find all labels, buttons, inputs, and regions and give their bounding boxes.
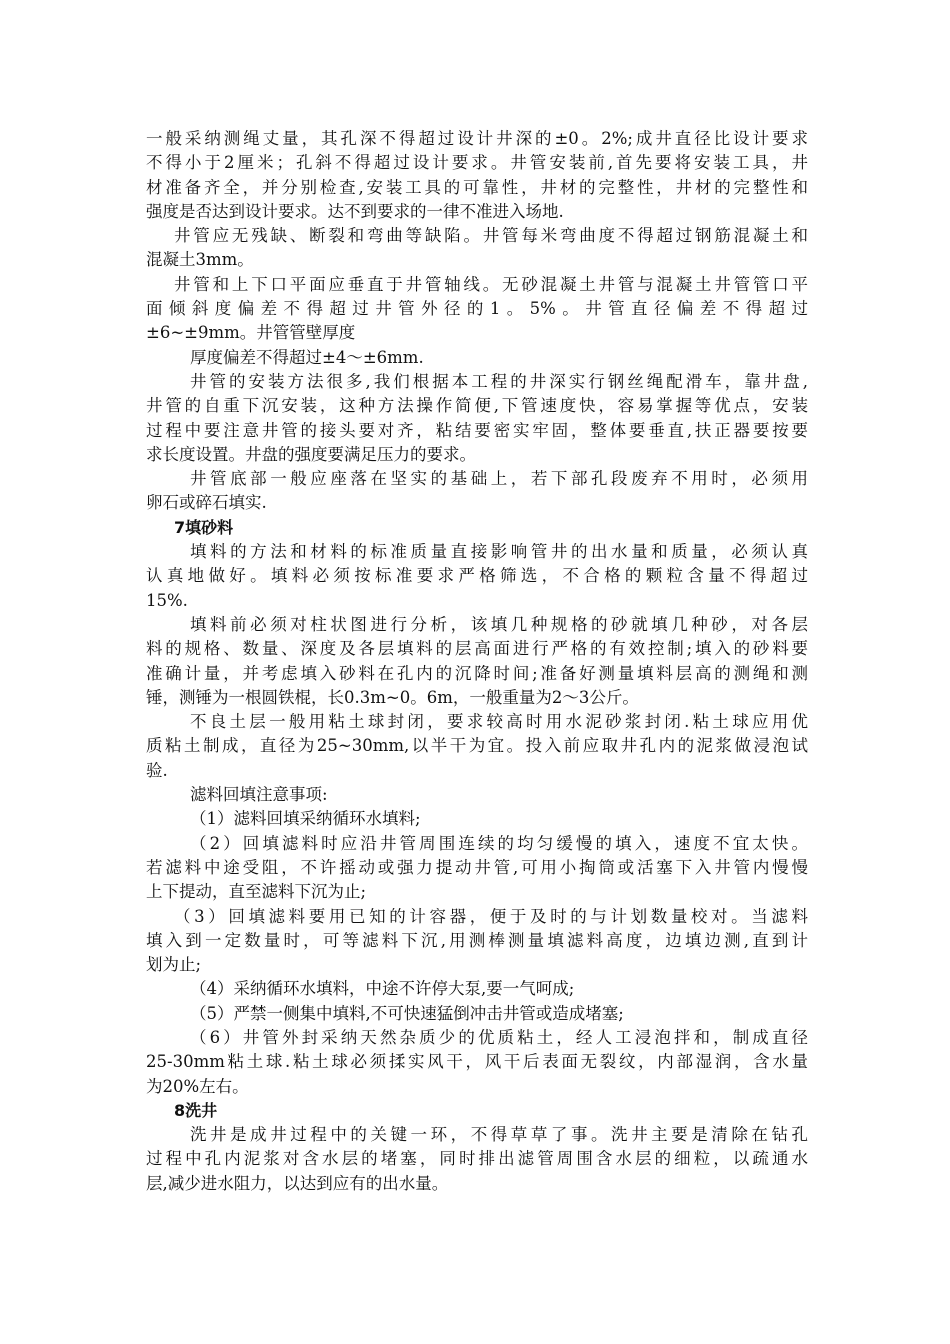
text-line: 一般采纳测绳丈量，其孔深不得超过设计井深的±0。2%;成井直径比设计要求	[146, 129, 808, 148]
text-line: （5）严禁一侧集中填料,不可快速猛倒冲击井管或造成堵塞;	[190, 1003, 624, 1023]
text-line: 填入到一定数量时，可等滤料下沉,用测棒测量填滤料高度，边填边测,直到计	[146, 930, 808, 950]
text-line: 填料前必须对柱状图进行分析，该填几种规格的砂就填几种砂，对各层	[190, 614, 808, 634]
text-line: 混凝土3mm。	[146, 250, 254, 270]
text-line: 认真地做好。填料必须按标准要求严格筛选，不合格的颗粒含量不得超过	[146, 566, 808, 586]
document-page	[146, 127, 808, 1196]
text-line: （6）井管外封采纳天然杂质少的优质粘土，经人工浸泡拌和，制成直径	[190, 1027, 808, 1047]
text-line: 划为止;	[146, 955, 202, 975]
text-line: 井管应无残缺、断裂和弯曲等缺陷。井管每米弯曲度不得超过钢筋混凝土和	[174, 226, 808, 246]
text-line: 井管的自重下沉安装，这种方法操作简便,下管速度快，容易掌握等优点，安装	[146, 396, 808, 416]
text-line: 洗井是成井过程中的关键一环，不得草草了事。洗井主要是清除在钻孔	[190, 1125, 808, 1145]
text-line: 质粘土制成，直径为25~30mm,以半干为宜。投入前应取井孔内的泥浆做浸泡试	[146, 736, 808, 756]
text-line: （3）回填滤料要用已知的计容器，便于及时的与计划数量校对。当滤料	[174, 906, 808, 926]
text-line: （1）滤料回填采纳循环水填料;	[190, 809, 421, 829]
text-line: 井管和上下口平面应垂直于井管轴线。无砂混凝土井管与混凝土井管管口平	[174, 274, 808, 294]
text-line: （2）回填滤料时应沿井管周围连续的均匀缓慢的填入，速度不宜太快。	[190, 833, 808, 853]
text-line: 15%.	[146, 590, 188, 610]
text-line: 不良土层一般用粘土球封闭，要求较高时用水泥砂浆封闭.粘土球应用优	[190, 712, 808, 732]
text-line: 卵石或碎石填实.	[146, 493, 267, 513]
section-heading: 8洗井	[174, 1100, 218, 1120]
text-line: 井管的安装方法很多,我们根据本工程的井深实行钢丝绳配滑车，靠井盘,	[190, 371, 808, 391]
text-line: 为20%左右。	[146, 1076, 249, 1096]
text-line: 若滤料中途受阻，不许摇动或强力提动井管,可用小掏筒或活塞下入井管内慢慢	[146, 857, 808, 877]
text-line: 强度是否达到设计要求。达不到要求的一律不准进入场地.	[146, 201, 564, 221]
text-line: 锤，测锤为一根圆铁棍，长0.3m~0。6m，一般重量为2～3公斤。	[146, 687, 639, 707]
text-line: 填料的方法和材料的标准质量直接影响管井的出水量和质量，必须认真	[190, 542, 808, 562]
text-line: 25-30mm粘土球.粘土球必须揉实风干，风干后表面无裂纹，内部湿润，含水量	[146, 1052, 808, 1072]
text-line: 滤料回填注意事项:	[190, 785, 328, 805]
text-line: （4）采纳循环水填料，中途不许停大泵,要一气呵成;	[190, 979, 575, 999]
text-line: 面倾斜度偏差不得超过井管外径的1。5%。井管直径偏差不得超过	[146, 299, 808, 319]
text-line: ±6~±9mm。井管管壁厚度	[146, 323, 356, 343]
text-line: 过程中要注意井管的接头要对齐，粘结要密实牢固，整体要垂直,扶正器要按要	[146, 420, 808, 440]
text-line: 材准备齐全，并分别检查,安装工具的可靠性，井材的完整性，井材的完整性和	[146, 177, 808, 197]
section-heading: 7填砂料	[174, 517, 234, 537]
text-line: 求长度设置。井盘的强度要满足压力的要求。	[146, 444, 476, 464]
text-line: 厚度偏差不得超过±4～±6mm.	[190, 347, 424, 367]
text-line: 准确计量，并考虑填入砂料在孔内的沉降时间;准备好测量填料层高的测绳和测	[146, 663, 808, 683]
text-line: 验.	[146, 760, 168, 780]
text-line: 层,减少进水阻力，以达到应有的出水量。	[146, 1173, 449, 1193]
text-line: 不得小于2厘米；孔斜不得超过设计要求。井管安装前,首先要将安装工具，井	[146, 153, 808, 173]
text-line: 井管底部一般应座落在坚实的基础上，若下部孔段废弃不用时，必须用	[190, 469, 808, 489]
text-line: 料的规格、数量、深度及各层填料的层高面进行严格的有效控制;填入的砂料要	[146, 639, 808, 659]
text-line: 过程中孔内泥浆对含水层的堵塞，同时排出滤管周围含水层的细粒，以疏通水	[146, 1149, 808, 1169]
text-line: 上下提动，直至滤料下沉为止;	[146, 882, 367, 902]
